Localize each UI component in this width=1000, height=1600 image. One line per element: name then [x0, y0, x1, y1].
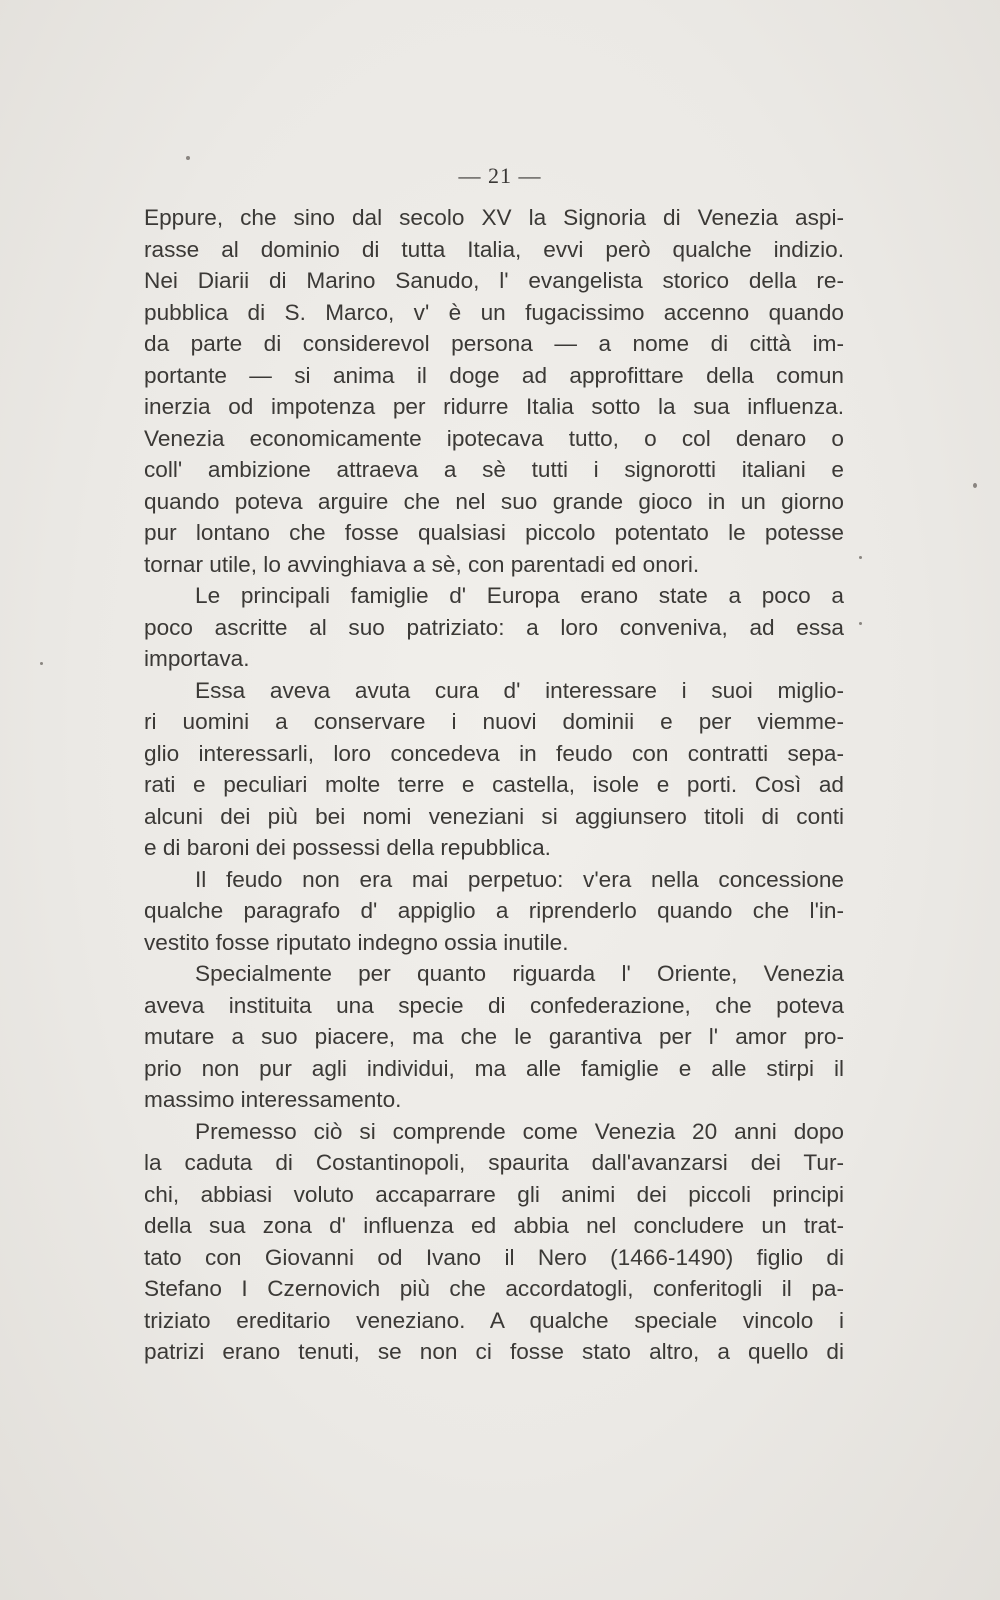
text-line: pur lontano che fosse qualsiasi piccolo potentato le potesse [144, 520, 844, 545]
text-line: chi, abbiasi voluto accaparrare gli animi dei piccoli principi [144, 1181, 844, 1207]
text-line: glio interessarli, loro concedeva in feudo con contratti sepa- [144, 740, 844, 766]
text-line: rasse al dominio di tutta Italia, evvi però qualche indizio. [144, 236, 844, 262]
text-line: vestito fosse riputato indegno ossia inutile. [144, 929, 569, 955]
text-line: Venezia economicamente ipotecava tutto, o col denaro o [144, 425, 844, 451]
text-line: rati e peculiari molte terre e castella, isole e porti. Così ad [144, 772, 844, 797]
text-line: importava. [144, 646, 250, 671]
paper-speck [859, 622, 862, 625]
text-line: inerzia od impotenza per ridurre Italia sotto la sua influenza. [144, 394, 844, 419]
text-line: da parte di considerevol persona — a nome di città im- [144, 331, 844, 356]
text-line: Le principali famiglie d' Europa erano state a poco a [195, 583, 844, 608]
text-line: portante — si anima il doge ad approfittare della comun [144, 362, 844, 388]
text-line: e di baroni dei possessi della repubblica. [144, 835, 551, 860]
text-line: Stefano I Czernovich più che accordatogli, conferitogli il pa- [144, 1276, 844, 1301]
text-line: prio non pur agli individui, ma alle famiglie e alle stirpi il [144, 1055, 844, 1081]
paper-speck [40, 662, 43, 665]
text-line: alcuni dei più bei nomi veneziani si aggiunsero titoli di conti [144, 803, 844, 829]
text-line: Essa aveva avuta cura d' interessare i suoi miglio- [195, 677, 844, 703]
text-line: la caduta di Costantinopoli, spaurita dall'avanzarsi dei Tur- [144, 1150, 844, 1175]
text-line: Nei Diarii di Marino Sanudo, l' evangelista storico della re- [144, 268, 844, 293]
text-line: triziato ereditario veneziano. A qualche speciale vincolo i [144, 1307, 844, 1333]
text-line: della sua zona d' influenza ed abbia nel concludere un trat- [144, 1213, 844, 1238]
text-line: massimo interessamento. [144, 1087, 402, 1112]
body-text [144, 202, 844, 1368]
page-number: — 21 — [458, 163, 542, 188]
text-line: Premesso ciò si comprende come Venezia 20 anni dopo [195, 1118, 844, 1144]
text-line: tornar utile, lo avvinghiava a sè, con parentadi ed onori. [144, 551, 700, 577]
text-line: tato con Giovanni od Ivano il Nero (1466-1490) figlio di [144, 1244, 844, 1270]
text-line: Specialmente per quanto riguarda l' Oriente, Venezia [195, 961, 844, 986]
paper-speck [973, 483, 977, 488]
paper-speck [186, 156, 190, 160]
text-line: Il feudo non era mai perpetuo: v'era nella concessione [195, 866, 844, 892]
paper-speck [859, 556, 862, 559]
text-line: ri uomini a conservare i nuovi dominii e per viemme- [144, 709, 844, 734]
text-line: mutare a suo piacere, ma che le garantiva per l' amor pro- [144, 1024, 844, 1049]
text-line: qualche paragrafo d' appiglio a riprenderlo quando che l'in- [144, 898, 844, 923]
text-line: quando poteva arguire che nel suo grande gioco in un giorno [144, 488, 844, 514]
text-line: poco ascritte al suo patriziato: a loro conveniva, ad essa [144, 614, 844, 640]
text-line: pubblica di S. Marco, v' è un fugacissimo accenno quando [144, 299, 844, 325]
text-line: Eppure, che sino dal secolo XV la Signoria di Venezia aspi- [144, 205, 844, 230]
text-line: aveva instituita una specie di confederazione, che poteva [144, 992, 844, 1018]
text-line: patrizi erano tenuti, se non ci fosse stato altro, a quello di [144, 1339, 844, 1364]
text-line: coll' ambizione attraeva a sè tutti i signorotti italiani e [144, 457, 844, 482]
